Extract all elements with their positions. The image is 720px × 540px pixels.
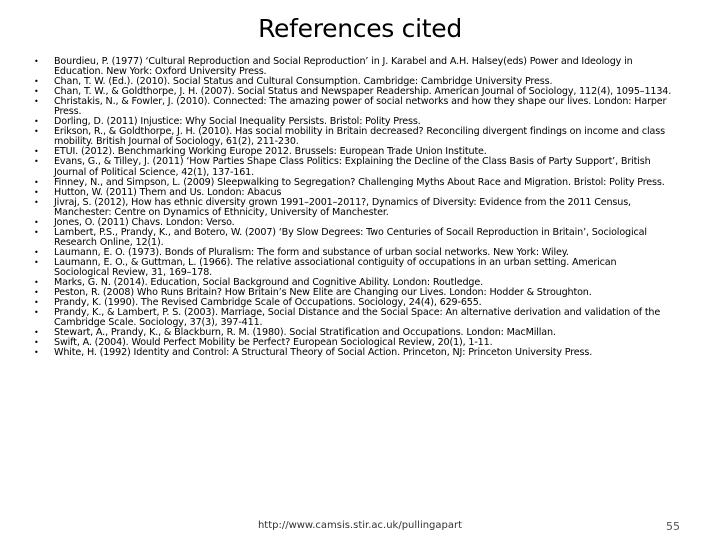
reference-list [34, 57, 674, 358]
reference-item: • Peston, R. (2008) Who Runs Britain? How Britain’s New Elite are Changing our Lives. London: Hodder & Stroughton. [34, 288, 674, 298]
reference-item: • Lambert, P.S., Prandy, K., and Botero, W. (2007) ‘By Slow Degrees: Two Centuries of Socail Reproduction in Britain’, Sociological Research Online, 12(1). [34, 228, 674, 248]
reference-item: • Jones, O. (2011) Chavs. London: Verso. [34, 218, 674, 228]
reference-item: • Marks, G. N. (2014). Education, Social Background and Cognitive Ability. London: Routledge. [34, 278, 674, 288]
reference-item: • Evans, G., & Tilley, J. (2011) ‘How Parties Shape Class Politics: Explaining the Decline of the Class Basis of Party Support’, British Journal of Political Science, 42(1), 137-161. [34, 157, 674, 177]
page-number: 55 [666, 520, 680, 533]
reference-item: • Jivraj, S. (2012), How has ethnic diversity grown 1991–2001–2011?, Dynamics of Diversity: Evidence from the 2011 Census, Manchester: Centre on Dynamics of Ethnicity, University of Manchester. [34, 198, 674, 218]
reference-item: • White, H. (1992) Identity and Control: A Structural Theory of Social Action. Princeton, NJ: Princeton University Press. [34, 348, 674, 358]
reference-item: • Christakis, N., & Fowler, J. (2010). Connected: The amazing power of social networks and how they shape our lives. London: Harper Press. [34, 97, 674, 117]
reference-item: • Finney, N., and Simpson, L. (2009) Sleepwalking to Segregation? Challenging Myths About Race and Migration. Bristol: Polity Press. [34, 178, 674, 188]
reference-item: • Stewart, A., Prandy, K., & Blackburn, R. M. (1980). Social Stratification and Occupations. London: MacMillan. [34, 328, 674, 338]
reference-item: • Prandy, K., & Lambert, P. S. (2003). Marriage, Social Distance and the Social Space: An alternative derivation and validation of the Cambridge Scale. Sociology, 37(3), 397-411. [34, 308, 674, 328]
reference-item: • Chan, T. W., & Goldthorpe, J. H. (2007). Social Status and Newspaper Readership. American Journal of Sociology, 112(4), 1095–1134. [34, 87, 674, 97]
reference-item: • Swift, A. (2004). Would Perfect Mobility be Perfect? European Sociological Review, 20(1), 1-11. [34, 338, 674, 348]
reference-item: • ETUI. (2012). Benchmarking Working Europe 2012. Brussels: European Trade Union Institute. [34, 147, 674, 157]
footer-url[interactable]: http://www.camsis.stir.ac.uk/pullingapart [257, 520, 463, 531]
slide-title: References cited [258, 14, 462, 43]
reference-item: • Hutton, W. (2011) Them and Us. London: Abacus [34, 188, 674, 198]
reference-item: • Dorling, D. (2011) Injustice: Why Social Inequality Persists. Bristol: Polity Press. [34, 117, 674, 127]
reference-item: • Laumann, E. O., & Guttman, L. (1966). The relative associational contiguity of occupations in an urban setting. American Sociological Review, 31, 169–178. [34, 258, 674, 278]
reference-item: • Bourdieu, P. (1977) ‘Cultural Reproduction and Social Reproduction’ in J. Karabel and A.H. Halsey(eds) Power and Ideology in Education. New York: Oxford University Press. [34, 57, 674, 77]
reference-item: • Prandy, K. (1990). The Revised Cambridge Scale of Occupations. Sociology, 24(4), 629-655. [34, 298, 674, 308]
reference-item: • Erikson, R., & Goldthorpe, J. H. (2010). Has social mobility in Britain decreased? Reconciling divergent findings on income and class mobility. British Journal of Sociology, 61(2), 211-230. [34, 127, 674, 147]
reference-item: • Chan, T. W. (Ed.). (2010). Social Status and Cultural Consumption. Cambridge: Cambridge University Press. [34, 77, 674, 87]
reference-item: • Laumann, E. O. (1973). Bonds of Pluralism: The form and substance of urban social networks. New York: Wiley. [34, 248, 674, 258]
